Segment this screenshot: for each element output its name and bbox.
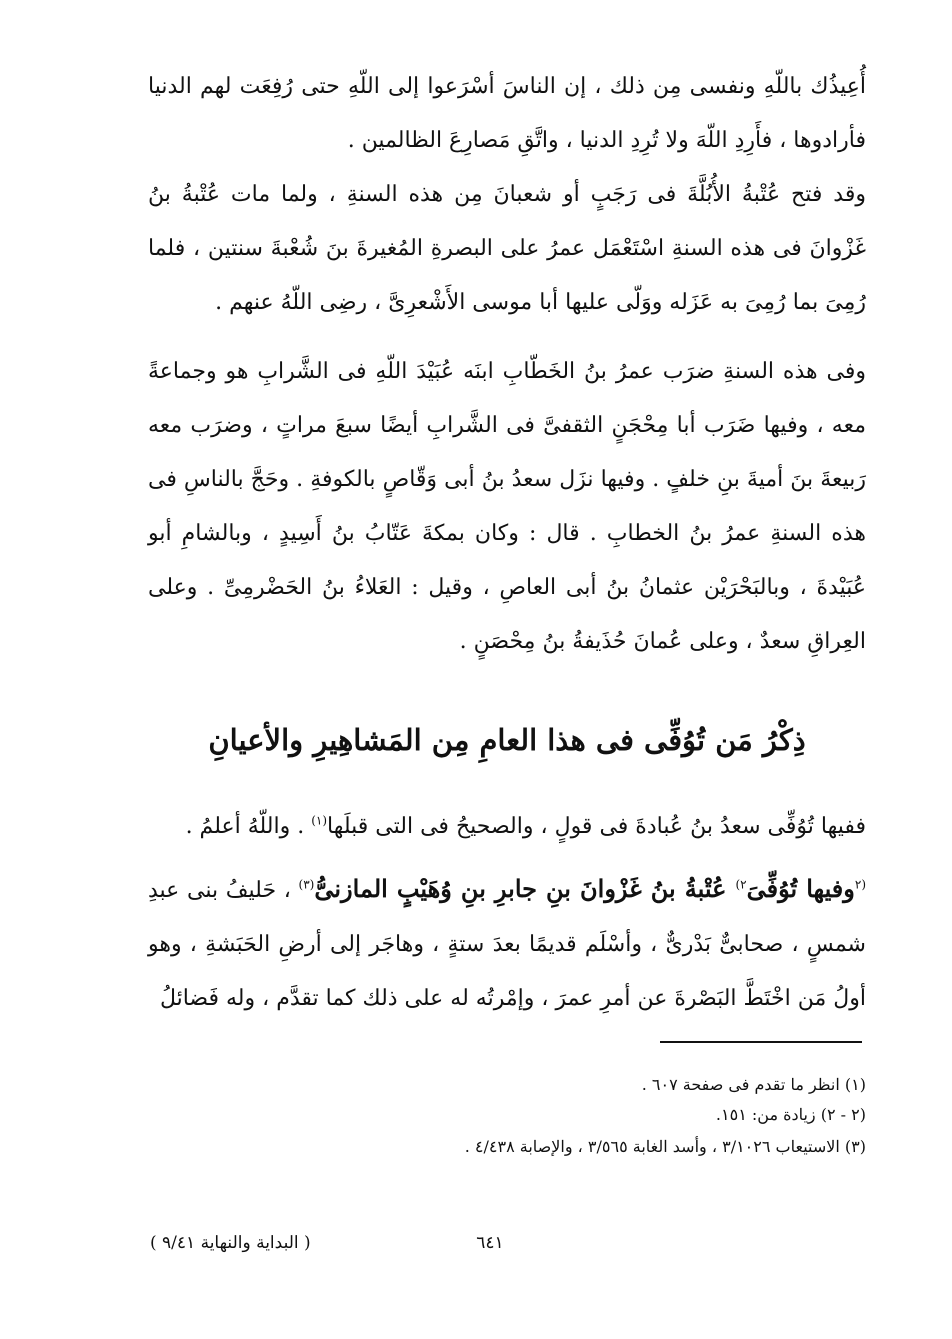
paragraph-1: أُعِيذُك باللّهِ ونفسى مِن ذلك ، إن الناسَ أسْرَعوا إلى اللّهِ حتى رُفِعَت لهم الدنيا فأرادوها ، فأَرِدِ اللّهَ ولا تُرِدِ الدنيا ، واتَّقِ مَصارِعَ الظالمين . [148,74,866,153]
footnote-divider [660,1041,862,1043]
paragraph-5-bold-name: عُتْبةُ بنُ غَزْوانَ بنِ جابرِ بنِ وُهَيْبٍ المازنىُّ [314,874,736,903]
paragraph-3: وفى هذه السنةِ ضرَب عمرُ بنُ الخَطّابِ ابنَه عُبَيْدَ اللّهِ فى الشَّرابِ هو وجماعةً معه ، وفيها ضَرَب أبا مِحْجَنٍ الثقفىَّ فى الشَّرابِ أيضًا سبعَ مراتٍ ، وضرَب معه رَبيعةَ بنَ أميةَ بنِ خلفٍ . وفيها نزَل سعدُ بنُ أبى وَقّاصٍ بالكوفةِ . وحَجَّ بالناسِ فى هذه السنةِ عمرُ بنُ الخطابِ . قال : وكان بمكةَ عَتّابُ بنُ أَسِيدٍ ، وبالشامِ أبو عُبَيْدةَ ، وبالبَحْرَيْن عثمانُ بنُ أبى العاصِ ، وقيل : العَلاءُ بنُ الحَضْرمِىِّ . وعلى العِراقِ سعدٌ ، وعلى عُمانَ حُذَيفةُ بنُ مِحْصَنٍ . [148,359,866,654]
footnote-ref-2-open: (٢ [854,877,867,892]
paragraph-4-tail: . واللّهُ أعلمُ . [185,814,312,839]
paragraph-4-text: ففيها تُوُفِّى سعدُ بنُ عُبادةَ فى قولٍ ، والصحيحُ فى التى قبلَها [327,814,866,839]
footnote-ref-2-close: ٢) [735,877,747,892]
paragraph-5-text: ، حَليفُ بنى عبدِ شمسٍ ، صحابىٌّ بَدْرىٌّ ، وأسْلَم قديمًا بعدَ ستةٍ ، وهاجَر إلى أرضِ الحَبَشةِ ، وهو أولُ مَن اخْتَطَّ البَصْرةَ عن أمرِ عمرَ ، وإمْرتُه له على ذلك كما تقدَّم ، وله فَضائلُ [148,878,866,1011]
footnote-ref-1: (١) [311,813,328,828]
footnote-2: (٢ - ٢) زيادة من: ١٥١. [715,1105,866,1124]
paragraph-5-bold-lead: وفيها تُوُفِّىَ [746,874,855,903]
footnote-ref-3: (٣) [298,877,315,892]
section-heading: ذِكْرُ مَن تُوُفِّى فى هذا العامِ مِن المَشاهِيرِ والأعيانِ [208,723,806,757]
paragraph-4 [148,800,866,854]
paragraph-2: وقد فتح عُتْبةُ الأُبُلَّةَ فى رَجَبٍ أو شعبانَ مِن هذه السنةِ ، ولما مات عُتْبةُ بنُ غَزْوانَ فى هذه السنةِ اسْتَعْمَل عمرُ على البصرةِ المُغيرةَ بنَ شُعْبةَ سنتين ، فلما رُمِىَ بما رُمِىَ به عَزَله ووَلّى عليها أبا موسى الأَشْعرِىَّ ، رضِى اللّهُ عنهم . [148,182,866,315]
source-reference: ( البداية والنهاية ٩/٤١ ) [150,1233,311,1253]
footnote-3: (٣) الاستيعاب ٣/١٠٢٦ ، وأسد الغابة ٣/٥٦٥ ، والإصابة ٤/٤٣٨ . [464,1137,866,1156]
paragraph-5 [148,862,866,1026]
footnote-1: (١) انظر ما تقدم فى صفحة ٦٠٧ . [641,1075,866,1094]
page-number: ٦٤١ [476,1233,504,1253]
